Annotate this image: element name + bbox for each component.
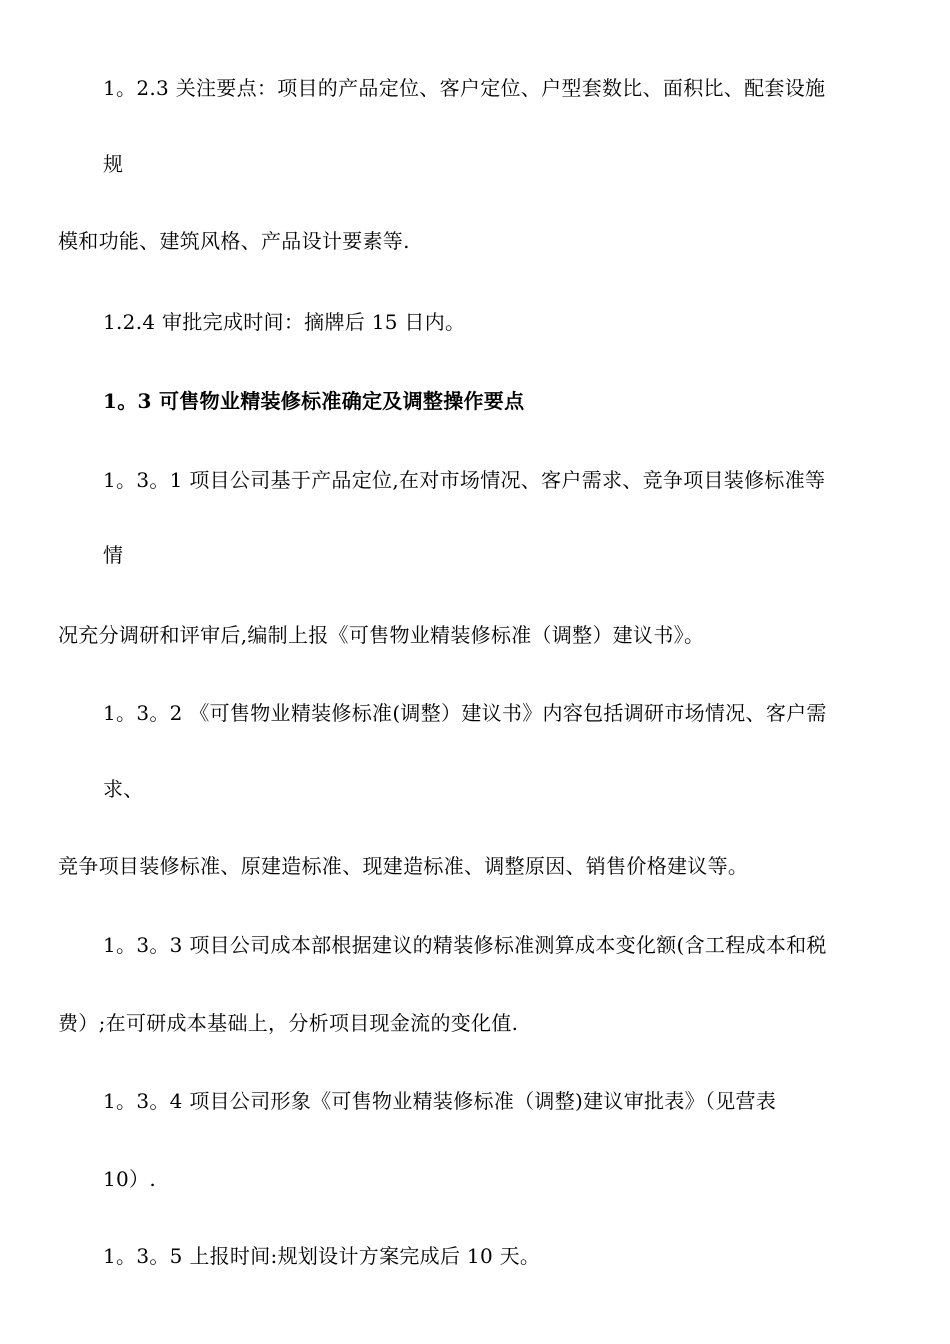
paragraph-1-3-1-line-1: 1。3。1 项目公司基于产品定位,在对市场情况、客户需求、竞争项目装修标准等 — [103, 468, 826, 492]
paragraph-1-2-3-line-3: 模和功能、建筑风格、产品设计要素等. — [58, 229, 410, 253]
paragraph-1-3-2-line-2: 求、 — [103, 777, 144, 801]
paragraph-1-3-4-line-2: 10）. — [103, 1167, 157, 1191]
paragraph-1-3-3-line-2: 费）;在可研成本基础上，分析项目现金流的变化值. — [58, 1011, 519, 1035]
paragraph-1-3-5: 1。3。5 上报时间:规划设计方案完成后 10 天。 — [103, 1244, 541, 1268]
paragraph-1-2-4: 1.2.4 审批完成时间：摘牌后 15 日内。 — [103, 310, 466, 334]
section-heading-1-3: 1。3 可售物业精装修标准确定及调整操作要点 — [103, 389, 525, 413]
paragraph-1-2-3-line-1: 1。2.3 关注要点：项目的产品定位、客户定位、户型套数比、面积比、配套设施 — [103, 76, 826, 100]
paragraph-1-3-3-line-1: 1。3。3 项目公司成本部根据建议的精装修标准测算成本变化额(含工程成本和税 — [103, 933, 827, 957]
paragraph-1-2-3-line-2: 规 — [103, 152, 124, 176]
paragraph-1-3-4-line-1: 1。3。4 项目公司形象《可售物业精装修标准（调整)建议审批表》（见营表 — [103, 1089, 777, 1113]
paragraph-1-3-1-line-3: 况充分调研和评审后,编制上报《可售物业精装修标准（调整）建议书》。 — [58, 623, 705, 647]
paragraph-1-3-1-line-2: 情 — [103, 543, 124, 567]
paragraph-1-3-2-line-1: 1。3。2 《可售物业精装修标准(调整）建议书》内容包括调研市场情况、客户需 — [103, 701, 827, 725]
paragraph-1-3-2-line-3: 竞争项目装修标准、原建造标准、现建造标准、调整原因、销售价格建议等。 — [58, 854, 749, 878]
